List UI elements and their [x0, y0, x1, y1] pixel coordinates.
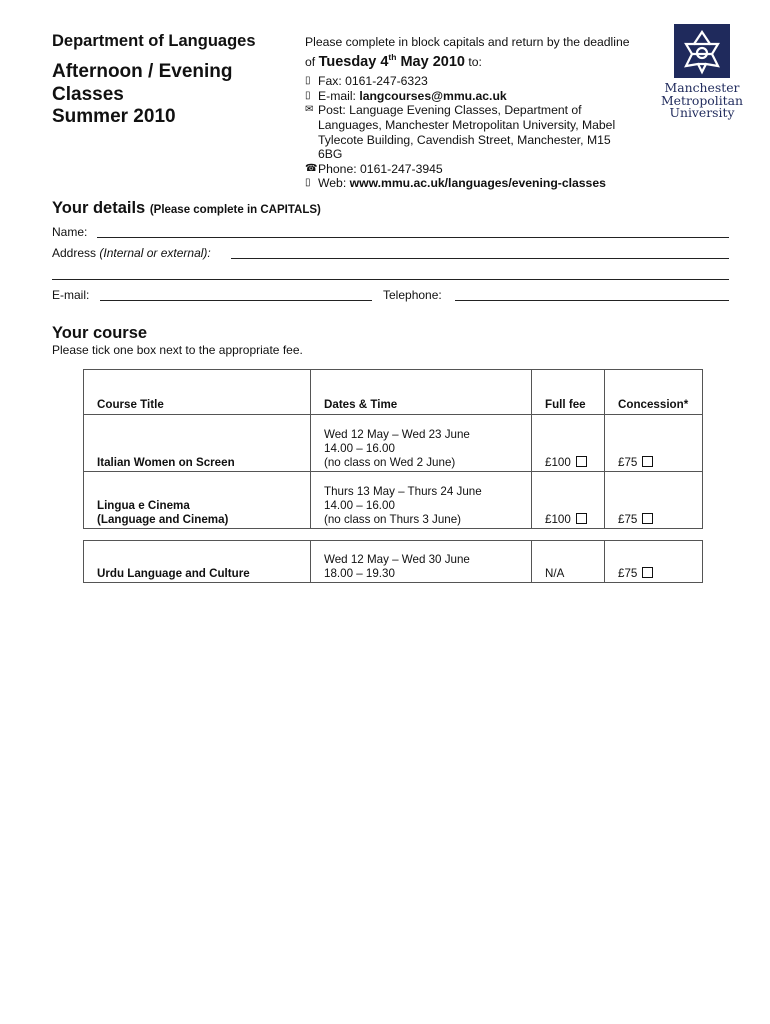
logo-emblem-icon [674, 24, 730, 78]
column-header: Dates & Time [311, 370, 532, 415]
full-fee: £100 [545, 456, 571, 469]
full-fee: N/A [545, 567, 565, 580]
details-heading-note: (Please complete in CAPITALS) [149, 204, 321, 216]
concession-checkbox[interactable] [642, 567, 653, 578]
address-note: (Internal or external): [99, 246, 211, 260]
course-title-line: Urdu Language and Culture [97, 567, 250, 580]
concession-checkbox[interactable] [642, 513, 653, 524]
concession-fee: £75 [618, 456, 638, 469]
email-link[interactable]: langcourses@mmu.ac.uk [359, 88, 507, 103]
fax-label: Fax: [318, 74, 342, 89]
dates-line: 14.00 – 16.00 [324, 499, 395, 512]
deadline-rest: May 2010 [396, 53, 465, 70]
telephone-field[interactable] [455, 300, 729, 301]
department-title: Department of Languages [52, 32, 256, 50]
fax-number: 0161-247-6323 [345, 74, 428, 89]
dates-line: 14.00 – 16.00 [324, 442, 395, 455]
web-label: Web: [318, 176, 347, 191]
web-link[interactable]: www.mmu.ac.uk/languages/evening-classes [349, 176, 606, 191]
logo-text-line: University [669, 105, 735, 120]
address-label-text: Address [52, 246, 97, 260]
post-label: Post: [318, 103, 346, 118]
your-course-heading: Your course [52, 324, 148, 342]
table-row [84, 415, 703, 472]
course-dates [311, 472, 532, 529]
name-label: Name: [52, 225, 88, 239]
fax-icon: ▯ [305, 75, 311, 87]
full-fee-checkbox[interactable] [576, 513, 587, 524]
phone-number: 0161-247-3945 [360, 161, 443, 176]
full-fee-cell [532, 472, 605, 529]
university-logo [656, 24, 748, 120]
course-title-line: Italian Women on Screen [97, 456, 235, 469]
full-fee-cell [532, 541, 605, 583]
full-fee-checkbox[interactable] [576, 456, 587, 467]
table-row [84, 541, 703, 583]
email-field[interactable] [100, 300, 372, 301]
course-title-line: (Language and Cinema) [97, 513, 229, 526]
course-title [84, 541, 311, 583]
logo-text-line: Manchester [664, 80, 740, 95]
logo-text-line: Metropolitan [660, 92, 744, 108]
details-heading-text: Your details [52, 199, 146, 217]
title-line: Afternoon / Evening [52, 61, 233, 82]
concession-checkbox[interactable] [642, 456, 653, 467]
return-instructions [305, 35, 635, 191]
post-line [305, 103, 635, 161]
email-icon: ▯ [305, 89, 311, 101]
title-line: Classes [52, 83, 124, 105]
table-row [84, 472, 703, 529]
concession-cell [605, 415, 703, 472]
address-field-line2[interactable] [52, 279, 729, 280]
column-header: Course Title [84, 370, 311, 415]
column-header: Concession* [605, 370, 703, 415]
post-address: Language Evening Classes, Department of Languages, Manchester Metropolitan University, Mabel Tylecote Building, Cavendish Street, Manchester, M15 6BG [318, 103, 616, 162]
course-table [83, 369, 703, 529]
address-field[interactable] [231, 258, 729, 259]
concession-fee: £75 [618, 513, 638, 526]
telephone-label: Telephone: [383, 288, 442, 302]
deadline-text [305, 35, 635, 69]
email-label: E-mail: [318, 88, 356, 103]
dates-line: Wed 12 May – Wed 23 June [324, 428, 470, 441]
dates-line: 18.00 – 19.30 [324, 567, 395, 580]
address-label [52, 246, 211, 260]
instructions-suffix: to: [468, 54, 482, 69]
deadline-date [318, 51, 465, 70]
dates-line: Thurs 13 May – Thurs 24 June [324, 485, 482, 498]
course-dates [311, 541, 532, 583]
your-details-heading [52, 199, 321, 218]
course-dates [311, 415, 532, 472]
concession-cell [605, 541, 703, 583]
email-field-label: E-mail: [52, 288, 90, 302]
column-header: Full fee [532, 370, 605, 415]
course-table-2 [83, 540, 703, 583]
name-field[interactable] [97, 237, 729, 238]
instructions-prefix: Please complete in block capitals and return by the deadline of [305, 35, 630, 69]
phone-line [305, 162, 635, 177]
title-line: Summer 2010 [52, 106, 176, 127]
course-title [84, 415, 311, 472]
email-line [305, 89, 635, 104]
full-fee: £100 [545, 513, 571, 526]
course-title-line: Lingua e Cinema [97, 499, 190, 512]
phone-label: Phone: [318, 161, 357, 176]
phone-icon: ☎ [305, 162, 318, 174]
page-title [52, 61, 233, 129]
web-icon: ▯ [305, 177, 311, 189]
full-fee-cell [532, 415, 605, 472]
envelope-icon: ✉ [305, 104, 314, 116]
course-title [84, 472, 311, 529]
dates-line: (no class on Wed 2 June) [324, 456, 456, 469]
dates-line: (no class on Thurs 3 June) [324, 513, 462, 526]
web-line [305, 176, 635, 191]
course-instruction: Please tick one box next to the appropriate fee. [52, 343, 303, 357]
fax-line [305, 74, 635, 89]
table-header-row [84, 370, 703, 415]
deadline-suffix: th [388, 51, 397, 62]
deadline-day: Tuesday 4 [318, 53, 389, 70]
concession-fee: £75 [618, 567, 638, 580]
concession-cell [605, 472, 703, 529]
dates-line: Wed 12 May – Wed 30 June [324, 553, 470, 566]
